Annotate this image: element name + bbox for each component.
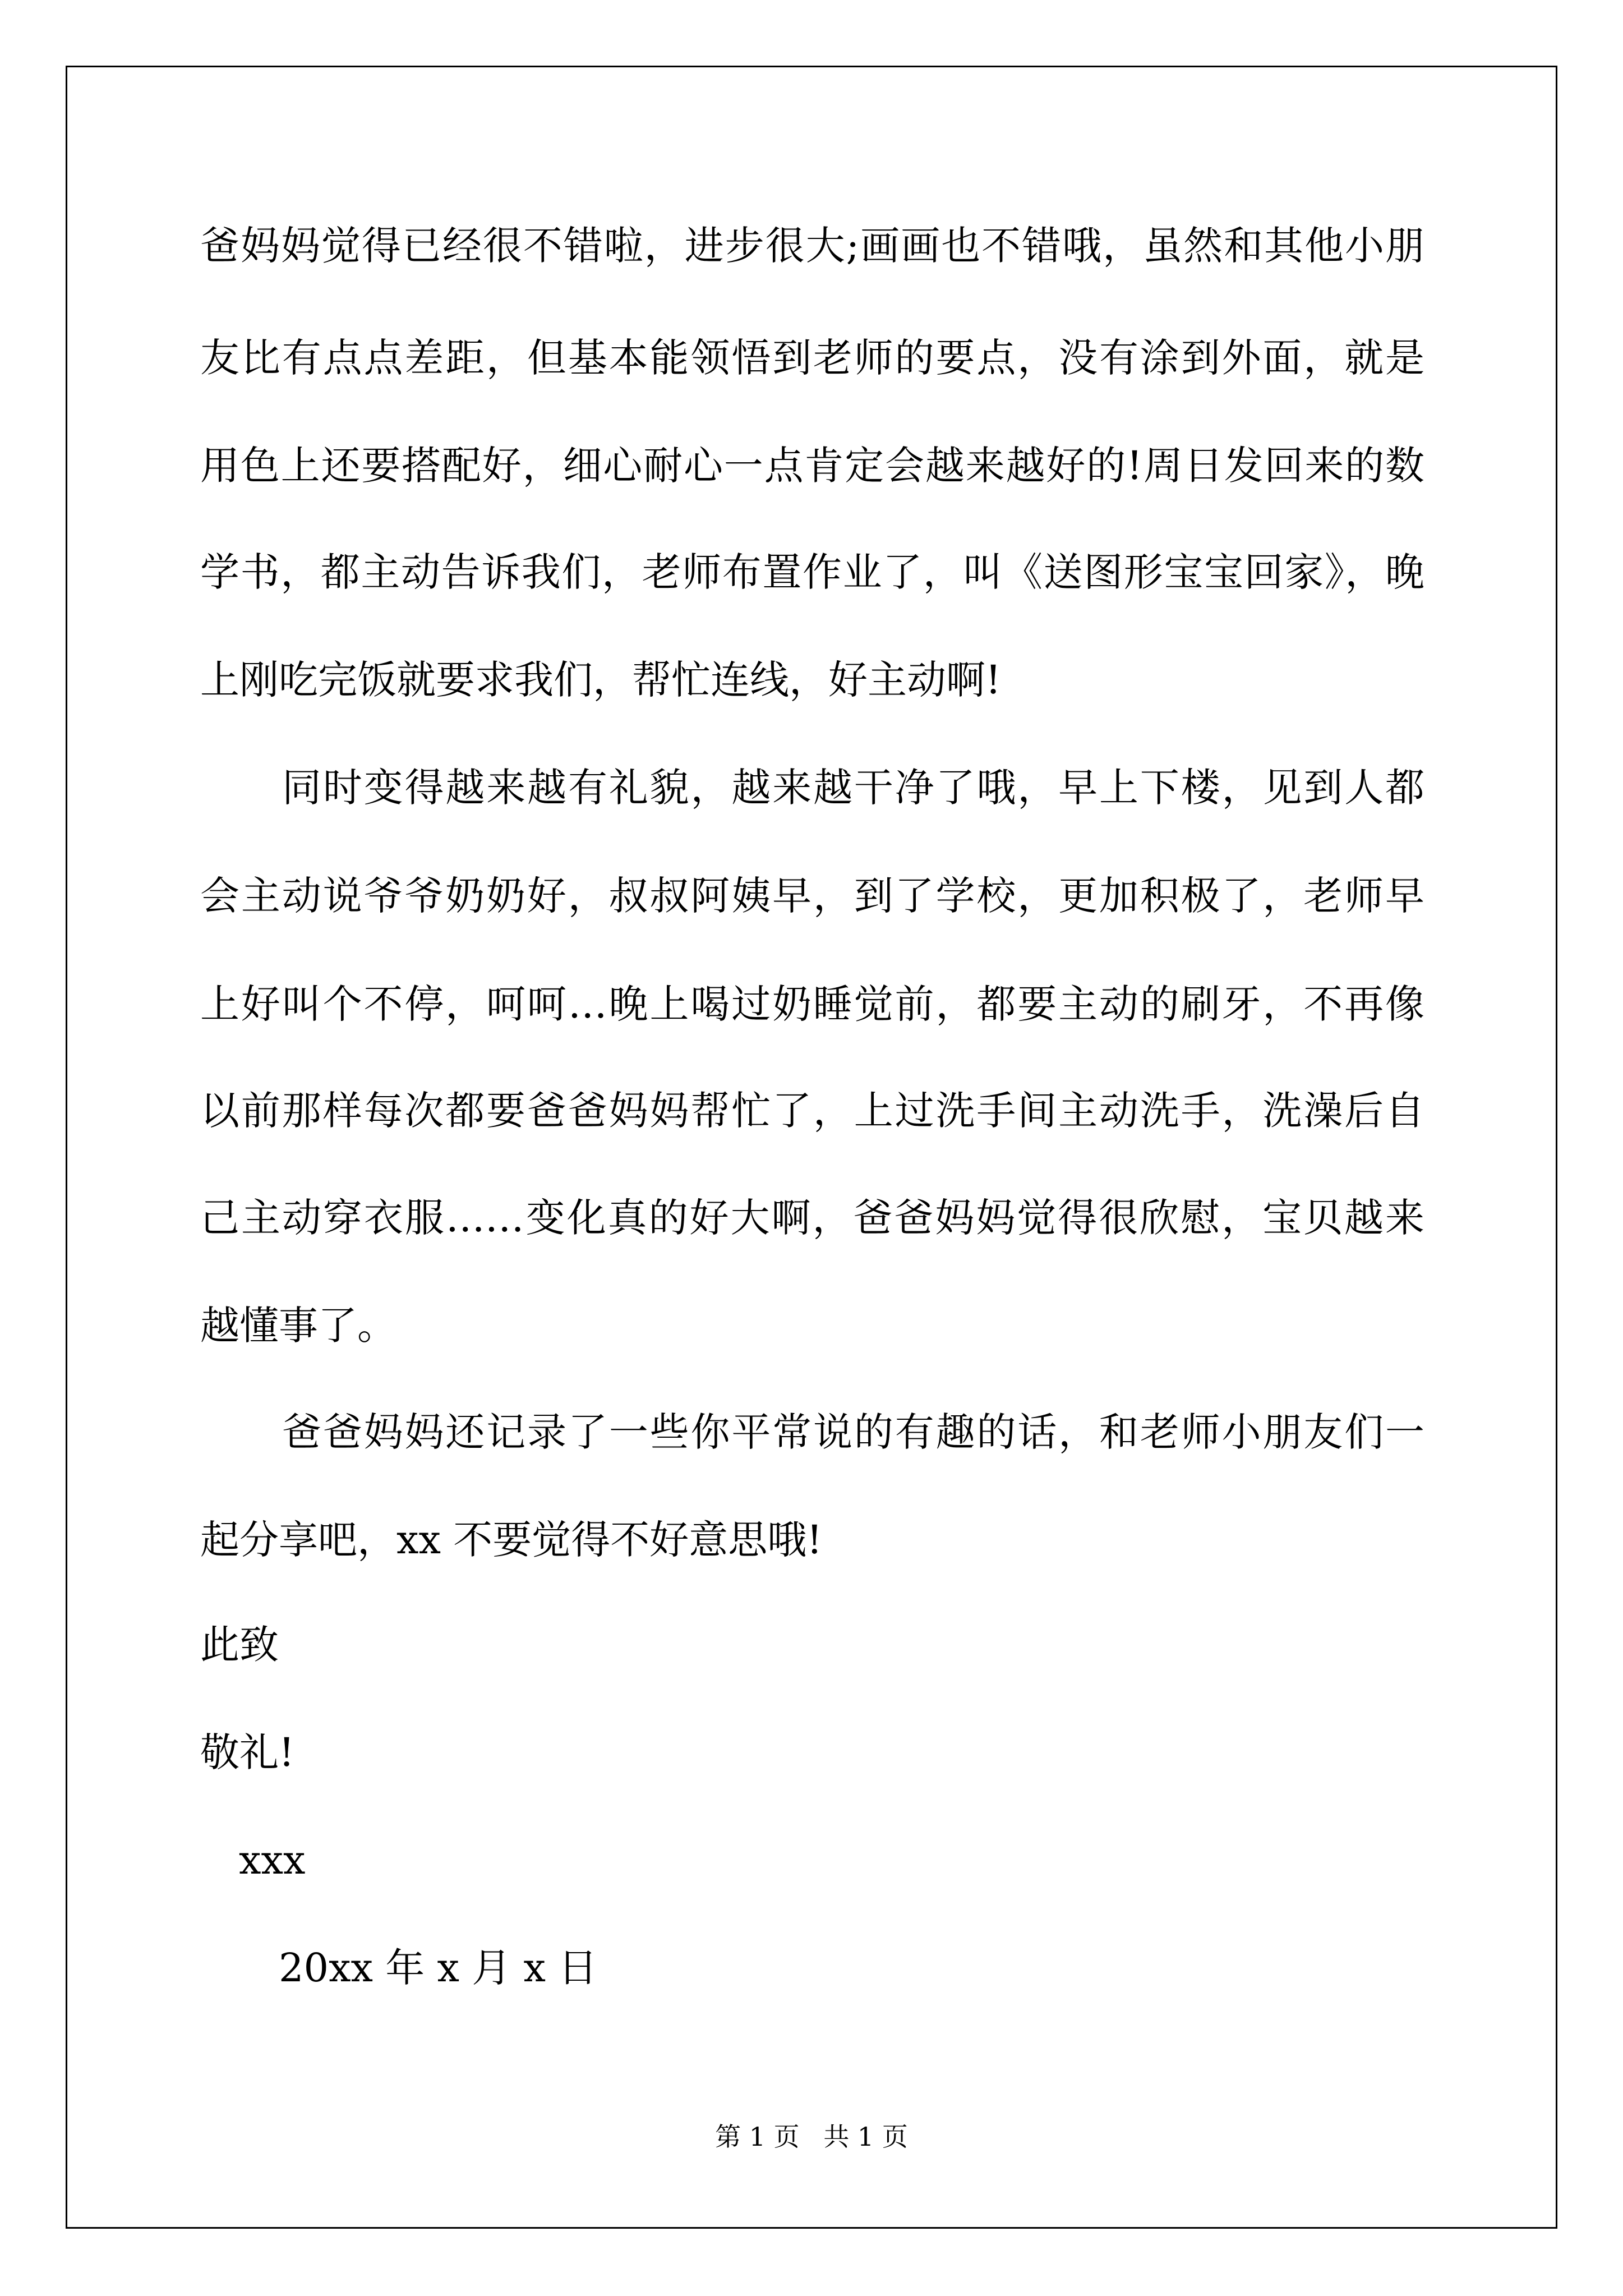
body-text-line: 起分享吧，xx 不要觉得不好意思哦! bbox=[200, 1517, 823, 1563]
body-text-line: 越懂事了。 bbox=[200, 1303, 396, 1349]
body-text-line: 会主动说爷爷奶奶好，叔叔阿姨早，到了学校，更加积极了，老师早 bbox=[200, 873, 1424, 919]
letter-date: 20xx 年 x 月 x 日 bbox=[279, 1945, 598, 1991]
body-text-line: 上刚吃完饭就要求我们，帮忙连线，好主动啊! bbox=[200, 657, 1002, 703]
page-total: 共 1 页 bbox=[823, 2122, 908, 2152]
body-text-line: 友比有点点差距，但基本能领悟到老师的要点，没有涂到外面，就是 bbox=[200, 335, 1424, 381]
body-text-line: 学书，都主动告诉我们，老师布置作业了，叫《送图形宝宝回家》，晚 bbox=[200, 549, 1424, 595]
page-number: 第 1 页 bbox=[715, 2122, 800, 2152]
body-text-line: 用色上还要搭配好，细心耐心一点肯定会越来越好的!周日发回来的数 bbox=[200, 443, 1424, 489]
body-text-line: 以前那样每次都要爸爸妈妈帮忙了，上过洗手间主动洗手，洗澡后自 bbox=[200, 1088, 1424, 1134]
page-border bbox=[66, 66, 1557, 2229]
body-text-line: 同时变得越来越有礼貌，越来越干净了哦，早上下楼，见到人都 bbox=[282, 765, 1424, 811]
body-text-line: 爸爸妈妈还记录了一些你平常说的有趣的话，和老师小朋友们一 bbox=[282, 1409, 1424, 1455]
body-text-line: 爸妈妈觉得已经很不错啦，进步很大;画画也不错哦，虽然和其他小朋 bbox=[200, 223, 1424, 269]
body-text-line: 己主动穿衣服……变化真的好大啊，爸爸妈妈觉得很欣慰，宝贝越来 bbox=[200, 1195, 1424, 1241]
body-text-line: 上好叫个不停，呵呵…晚上喝过奶睡觉前，都要主动的刷牙，不再像 bbox=[200, 981, 1424, 1027]
closing-respect: 敬礼! bbox=[200, 1729, 295, 1775]
signature: xxx bbox=[239, 1837, 306, 1883]
page-footer bbox=[0, 2120, 1623, 2154]
closing-salutation: 此致 bbox=[200, 1622, 279, 1668]
